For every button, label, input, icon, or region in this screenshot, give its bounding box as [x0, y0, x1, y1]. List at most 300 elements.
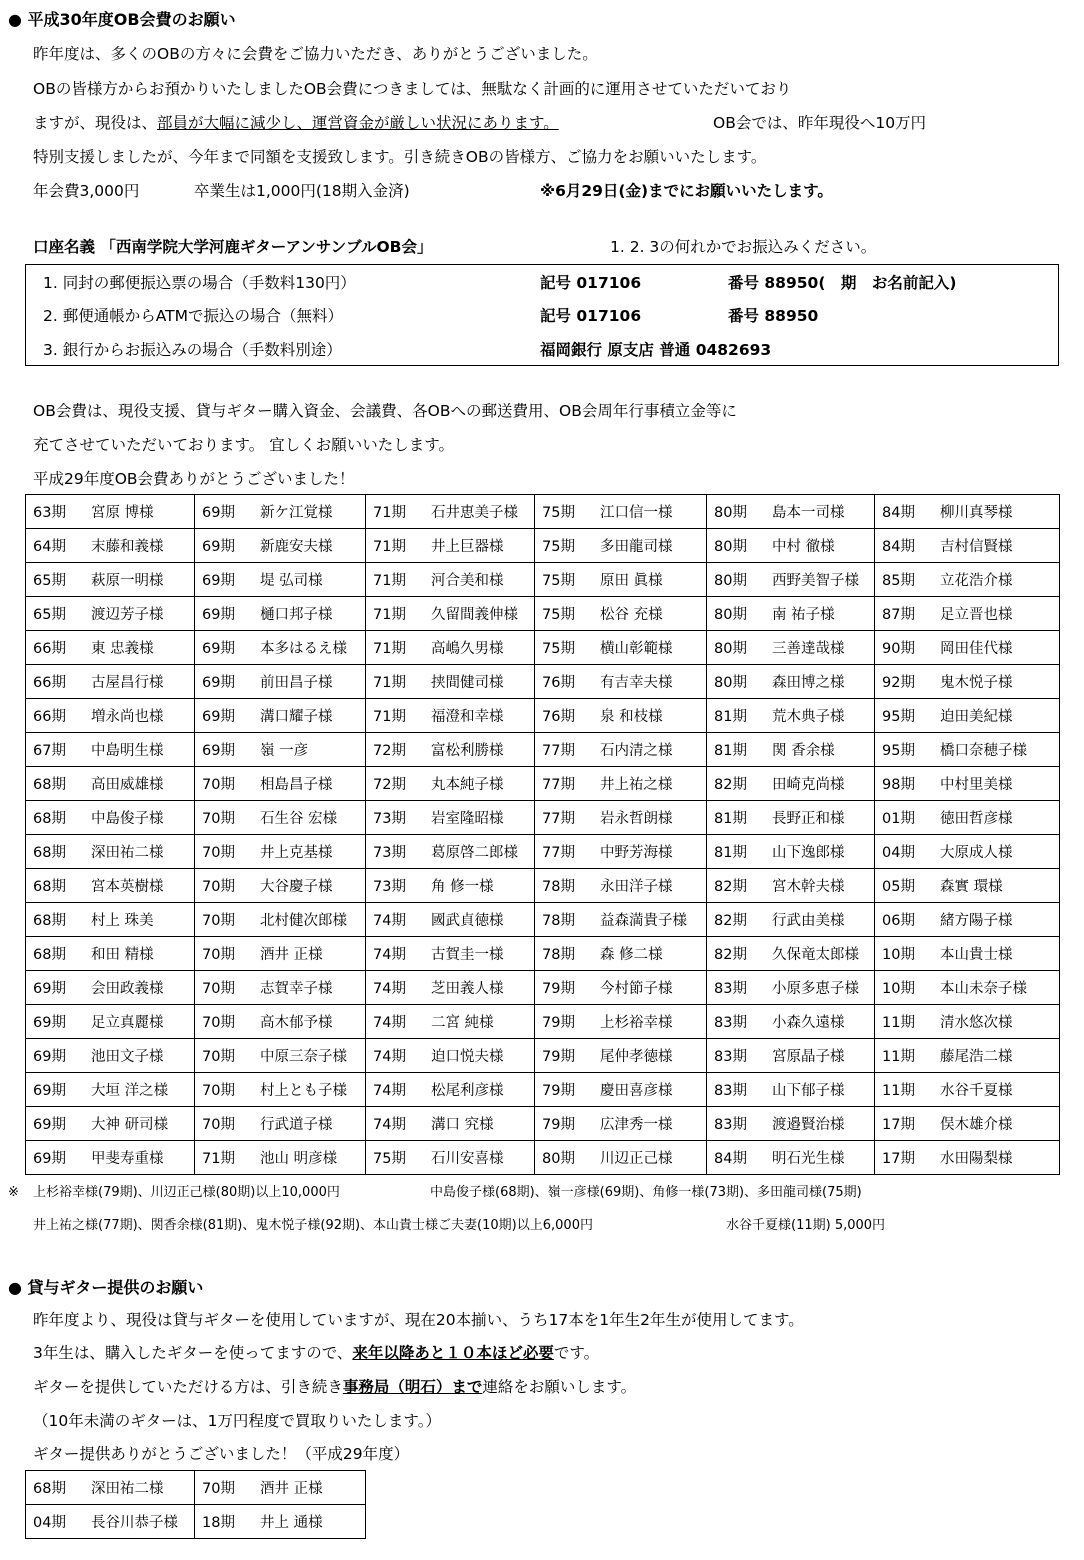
- table-cell: [26, 835, 195, 869]
- term-label: 01期: [882, 811, 915, 827]
- account-row-code: 記号 017106: [540, 307, 642, 325]
- member-name: 石川安喜様: [431, 1151, 504, 1167]
- member-name: 中村里美様: [940, 777, 1013, 793]
- member-name: 中島俊子様: [91, 811, 164, 827]
- member-name: 古賀圭一様: [431, 947, 504, 963]
- member-name: 久留間義伸様: [431, 607, 518, 623]
- member-name: 甲斐寿重様: [91, 1151, 164, 1167]
- term-label: 81期: [714, 709, 747, 725]
- term-label: 80期: [714, 607, 747, 623]
- member-name: 古屋昌行様: [91, 675, 164, 691]
- table-cell: [195, 1471, 366, 1505]
- table-cell: [366, 1107, 535, 1141]
- table-row: [26, 495, 1060, 529]
- member-name: 本山未奈子様: [940, 981, 1027, 997]
- term-label: 78期: [542, 913, 575, 929]
- table-cell: [366, 903, 535, 937]
- term-label: 71期: [373, 505, 406, 521]
- member-name: 足立真麗様: [91, 1015, 164, 1031]
- term-label: 11期: [882, 1015, 915, 1031]
- section-heading-guitar: ● 貸与ギター提供のお願い: [8, 1278, 204, 1297]
- member-name: 村上 珠美: [91, 913, 154, 929]
- table-cell: [26, 1073, 195, 1107]
- paragraph-line: [33, 1343, 599, 1363]
- account-row-number: 番号 88950: [728, 307, 819, 325]
- member-name: 川辺正己様: [600, 1151, 673, 1167]
- member-name: 岩室隆昭様: [431, 811, 504, 827]
- term-label: 69期: [33, 1083, 66, 1099]
- member-name: 新鹿安夫様: [260, 539, 333, 555]
- table-row: [26, 1107, 1060, 1141]
- term-label: 64期: [33, 539, 66, 555]
- term-label: 69期: [202, 641, 235, 657]
- member-name: 島本一司様: [772, 505, 845, 521]
- table-cell: [366, 699, 535, 733]
- term-label: 82期: [714, 947, 747, 963]
- member-name: 徳田哲彦様: [940, 811, 1013, 827]
- donor-table: [25, 494, 1060, 1175]
- table-cell: [366, 529, 535, 563]
- term-label: 71期: [373, 573, 406, 589]
- paragraph-line: OB会では、昨年現役へ10万円: [713, 114, 927, 132]
- term-label: 69期: [202, 505, 235, 521]
- term-label: 68期: [33, 1481, 66, 1497]
- table-cell: [707, 631, 875, 665]
- table-cell: [535, 1005, 707, 1039]
- term-label: 77期: [542, 811, 575, 827]
- term-label: 68期: [33, 913, 66, 929]
- table-cell: [707, 869, 875, 903]
- table-cell: [535, 869, 707, 903]
- term-label: 70期: [202, 811, 235, 827]
- table-cell: [875, 1039, 1060, 1073]
- member-name: 南 祐子様: [772, 607, 835, 623]
- member-name: 堤 弘司様: [260, 573, 323, 589]
- term-label: 80期: [714, 675, 747, 691]
- note-line: 上杉裕幸様(79期)、川辺正己様(80期)以上10,000円: [33, 1185, 340, 1200]
- usage-line: OB会費は、現役支援、貸与ギター購入資金、会議費、各OBへの郵送費用、OB会周年行事積立金等に: [33, 402, 737, 420]
- table-cell: [875, 495, 1060, 529]
- member-name: 高田威雄様: [91, 777, 164, 793]
- table-row: [26, 869, 1060, 903]
- member-name: 渡辺芳子様: [91, 607, 164, 623]
- table-cell: [366, 631, 535, 665]
- table-cell: [707, 1073, 875, 1107]
- member-name: 宮木幹夫様: [772, 879, 845, 895]
- account-row-code: 記号 017106: [540, 274, 642, 292]
- member-name: 関 香余様: [772, 743, 835, 759]
- table-cell: [875, 835, 1060, 869]
- table-row: [26, 767, 1060, 801]
- term-label: 79期: [542, 1015, 575, 1031]
- paragraph-line: 特別支援しましたが、今年まで同額を支援致します。引き続きOBの皆様方、ご協力をお願いいたします。: [33, 148, 767, 166]
- table-cell: [195, 971, 366, 1005]
- member-name: 山下逸郎様: [772, 845, 845, 861]
- member-name: 大原成人様: [940, 845, 1013, 861]
- term-label: 70期: [202, 947, 235, 963]
- table-cell: [26, 801, 195, 835]
- table-row: [26, 1005, 1060, 1039]
- paragraph-text: 3年生は、購入したギターを使ってますので、: [33, 1344, 353, 1362]
- term-label: 95期: [882, 743, 915, 759]
- table-cell: [707, 665, 875, 699]
- table-cell: [707, 937, 875, 971]
- table-cell: [707, 1005, 875, 1039]
- table-row: [26, 801, 1060, 835]
- member-name: 松尾利彦様: [431, 1083, 504, 1099]
- table-row: [26, 971, 1060, 1005]
- term-label: 70期: [202, 913, 235, 929]
- term-label: 79期: [542, 1083, 575, 1099]
- paragraph-line: （10年未満のギターは、1万円程度で買取りいたします。）: [33, 1412, 441, 1430]
- member-name: 東 忠義様: [91, 641, 154, 657]
- term-label: 10期: [882, 981, 915, 997]
- member-name: 中村 徹様: [772, 539, 835, 555]
- term-label: 11期: [882, 1083, 915, 1099]
- table-cell: [195, 733, 366, 767]
- term-label: 72期: [373, 777, 406, 793]
- table-cell: [707, 529, 875, 563]
- member-name: 深田祐二様: [91, 1481, 164, 1497]
- table-cell: [26, 733, 195, 767]
- table-cell: [26, 495, 195, 529]
- member-name: 長谷川恭子様: [91, 1515, 178, 1531]
- member-name: 森實 環様: [940, 879, 1003, 895]
- member-name: 宮原晶子様: [772, 1049, 845, 1065]
- table-cell: [26, 597, 195, 631]
- note-line: 水谷千夏様(11期) 5,000円: [726, 1218, 886, 1233]
- member-name: 緒方陽子様: [940, 913, 1013, 929]
- member-name: 江口信一様: [600, 505, 673, 521]
- member-name: 嶺 一彦: [260, 743, 309, 759]
- emphasis-text: 事務局（明石）まで: [342, 1378, 483, 1396]
- table-cell: [707, 767, 875, 801]
- member-name: 池田文子様: [91, 1049, 164, 1065]
- table-cell: [366, 1005, 535, 1039]
- member-name: 久保竜太郎様: [772, 947, 859, 963]
- table-cell: [875, 699, 1060, 733]
- table-cell: [26, 937, 195, 971]
- term-label: 71期: [373, 709, 406, 725]
- table-row: [26, 699, 1060, 733]
- table-row: [26, 631, 1060, 665]
- table-cell: [26, 1107, 195, 1141]
- term-label: 84期: [882, 539, 915, 555]
- term-label: 84期: [714, 1151, 747, 1167]
- member-name: 泉 和枝様: [600, 709, 663, 725]
- term-label: 74期: [373, 1015, 406, 1031]
- table-cell: [875, 597, 1060, 631]
- guitar-donor-table: [25, 1470, 879, 1539]
- member-name: 西野美智子様: [772, 573, 859, 589]
- member-name: 迫田美紀様: [940, 709, 1013, 725]
- term-label: 70期: [202, 1481, 235, 1497]
- member-name: 本山貴士様: [940, 947, 1013, 963]
- member-name: 上杉裕幸様: [600, 1015, 673, 1031]
- table-cell: [875, 563, 1060, 597]
- paragraph-text: ギターを提供していただける方は、引き続き: [33, 1378, 343, 1396]
- member-name: 明石光生様: [772, 1151, 845, 1167]
- member-name: 丸本純子様: [431, 777, 504, 793]
- term-label: 70期: [202, 777, 235, 793]
- table-cell: [875, 733, 1060, 767]
- term-label: 76期: [542, 675, 575, 691]
- term-label: 74期: [373, 947, 406, 963]
- member-name: 有吉幸夫様: [600, 675, 673, 691]
- term-label: 66期: [33, 709, 66, 725]
- table-cell: [535, 1073, 707, 1107]
- member-name: 前田昌子様: [260, 675, 333, 691]
- member-name: 原田 眞様: [600, 573, 663, 589]
- account-name: 口座名義 「西南学院大学河鹿ギターアンサンブルOB会」: [33, 238, 433, 256]
- member-name: 石内清之様: [600, 743, 673, 759]
- table-cell: [366, 1141, 535, 1175]
- term-label: 82期: [714, 777, 747, 793]
- term-label: 69期: [202, 539, 235, 555]
- term-label: 70期: [202, 1117, 235, 1133]
- member-name: 石生谷 宏様: [260, 811, 338, 827]
- paragraph-line: 昨年度は、多くのOBの方々に会費をご協力いただき、ありがとうございました。: [33, 45, 598, 63]
- term-label: 70期: [202, 1015, 235, 1031]
- term-label: 66期: [33, 675, 66, 691]
- term-label: 73期: [373, 811, 406, 827]
- table-cell: [195, 869, 366, 903]
- account-instruction: 1. 2. 3の何れかでお振込みください。: [610, 238, 877, 256]
- table-cell: [195, 1141, 366, 1175]
- table-cell: [535, 1107, 707, 1141]
- term-label: 70期: [202, 879, 235, 895]
- member-name: 高木郁予様: [260, 1015, 333, 1031]
- term-label: 18期: [202, 1515, 235, 1531]
- table-cell: [26, 903, 195, 937]
- table-cell: [195, 699, 366, 733]
- member-name: 芝田義人様: [431, 981, 504, 997]
- table-cell: [195, 1005, 366, 1039]
- term-label: 79期: [542, 1117, 575, 1133]
- member-name: 溝口 究様: [431, 1117, 494, 1133]
- member-name: 中島明生様: [91, 743, 164, 759]
- member-name: 井上 通様: [260, 1515, 323, 1531]
- table-cell: [875, 1073, 1060, 1107]
- member-name: 新ケ江覚様: [260, 505, 333, 521]
- paragraph-text: ますが、現役は、: [33, 114, 158, 132]
- account-row-label: 2. 郵便通帳からATMで振込の場合（無料）: [43, 307, 343, 325]
- term-label: 10期: [882, 947, 915, 963]
- table-cell: [26, 1005, 195, 1039]
- table-cell: [26, 1039, 195, 1073]
- member-name: 末藤和義様: [91, 539, 164, 555]
- term-label: 69期: [202, 675, 235, 691]
- table-cell: [366, 971, 535, 1005]
- member-name: 藤尾浩二様: [940, 1049, 1013, 1065]
- term-label: 77期: [542, 845, 575, 861]
- term-label: 68期: [33, 947, 66, 963]
- member-name: 岩永哲朗様: [600, 811, 673, 827]
- member-name: 溝口耀子様: [260, 709, 333, 725]
- member-name: 永田洋子様: [600, 879, 673, 895]
- table-cell: [535, 1039, 707, 1073]
- member-name: 山下郁子様: [772, 1083, 845, 1099]
- term-label: 81期: [714, 811, 747, 827]
- table-cell: [707, 1107, 875, 1141]
- fee-annual: 年会費3,000円: [33, 182, 140, 200]
- table-cell: [366, 835, 535, 869]
- member-name: 森田博之様: [772, 675, 845, 691]
- term-label: 80期: [714, 641, 747, 657]
- table-cell: [875, 1107, 1060, 1141]
- term-label: 80期: [714, 573, 747, 589]
- term-label: 71期: [373, 641, 406, 657]
- table-cell: [875, 937, 1060, 971]
- table-cell: [366, 563, 535, 597]
- term-label: 68期: [33, 811, 66, 827]
- member-name: 行武道子様: [260, 1117, 333, 1133]
- table-cell: [195, 835, 366, 869]
- table-cell: [26, 563, 195, 597]
- paragraph-line: [33, 113, 559, 133]
- member-name: 井上克基様: [260, 845, 333, 861]
- table-cell: [195, 597, 366, 631]
- term-label: 84期: [882, 505, 915, 521]
- table-cell: [535, 1141, 707, 1175]
- table-cell: [195, 937, 366, 971]
- table-cell: [366, 767, 535, 801]
- term-label: 98期: [882, 777, 915, 793]
- term-label: 69期: [202, 607, 235, 623]
- table-row: [26, 665, 1060, 699]
- term-label: 65期: [33, 607, 66, 623]
- paragraph-line: 昨年度より、現役は貸与ギターを使用していますが、現在20本揃い、うち17本を1年生2年生が使用してます。: [33, 1311, 804, 1329]
- table-cell: [707, 1039, 875, 1073]
- member-name: 長野正和様: [772, 811, 845, 827]
- term-label: 85期: [882, 573, 915, 589]
- table-cell: [875, 971, 1060, 1005]
- member-name: 松谷 充様: [600, 607, 663, 623]
- table-row: [26, 529, 1060, 563]
- term-label: 80期: [714, 539, 747, 555]
- member-name: 大神 研司様: [91, 1117, 169, 1133]
- table-row: [26, 1471, 879, 1505]
- member-name: 中原三奈子様: [260, 1049, 347, 1065]
- table-cell: [26, 971, 195, 1005]
- member-name: 今村節子様: [600, 981, 673, 997]
- table-cell: [26, 631, 195, 665]
- member-name: 俣木雄介様: [940, 1117, 1013, 1133]
- member-name: 相島昌子様: [260, 777, 333, 793]
- table-cell: [366, 869, 535, 903]
- table-cell: [707, 835, 875, 869]
- table-cell: [366, 1039, 535, 1073]
- table-row: [26, 733, 1060, 767]
- term-label: 71期: [373, 607, 406, 623]
- term-label: 69期: [202, 709, 235, 725]
- term-label: 75期: [542, 539, 575, 555]
- member-name: 清水悠次様: [940, 1015, 1013, 1031]
- term-label: 81期: [714, 743, 747, 759]
- term-label: 73期: [373, 879, 406, 895]
- term-label: 79期: [542, 1049, 575, 1065]
- paragraph-line: [33, 1377, 636, 1397]
- table-cell: [26, 767, 195, 801]
- table-cell: [535, 495, 707, 529]
- term-label: 11期: [882, 1049, 915, 1065]
- member-name: 角 修一様: [431, 879, 494, 895]
- table-cell: [535, 563, 707, 597]
- member-name: 本多はるえ様: [260, 641, 347, 657]
- member-name: 大谷慶子様: [260, 879, 333, 895]
- fee-deadline: ※6月29日(金)までにお願いいたします。: [540, 182, 833, 200]
- member-name: 多田龍司様: [600, 539, 673, 555]
- term-label: 69期: [33, 1049, 66, 1065]
- term-label: 05期: [882, 879, 915, 895]
- note-line: 井上祐之様(77期)、関香余様(81期)、鬼木悦子様(92期)、本山貴士様ご夫妻(10期)以上6,000円: [33, 1218, 593, 1233]
- table-cell: [26, 699, 195, 733]
- term-label: 75期: [373, 1151, 406, 1167]
- table-cell: [535, 937, 707, 971]
- table-cell: [195, 1039, 366, 1073]
- member-name: 横山彰範様: [600, 641, 673, 657]
- table-cell: [707, 1141, 875, 1175]
- member-name: 荒木典子様: [772, 709, 845, 725]
- emphasis-text: 来年以降あと１０本ほど必要: [352, 1344, 554, 1362]
- table-cell: [875, 665, 1060, 699]
- table-cell: [195, 529, 366, 563]
- member-name: 北村健次郎様: [260, 913, 347, 929]
- term-label: 73期: [373, 845, 406, 861]
- table-cell: [195, 801, 366, 835]
- table-cell: [707, 495, 875, 529]
- member-name: 深田祐二様: [91, 845, 164, 861]
- term-label: 81期: [714, 845, 747, 861]
- term-label: 06期: [882, 913, 915, 929]
- term-label: 75期: [542, 607, 575, 623]
- table-row: [26, 903, 1060, 937]
- paragraph-text: です。: [553, 1344, 600, 1362]
- member-name: 水田陽梨様: [940, 1151, 1013, 1167]
- term-label: 79期: [542, 981, 575, 997]
- term-label: 70期: [202, 1049, 235, 1065]
- table-cell: [366, 733, 535, 767]
- table-cell: [535, 971, 707, 1005]
- member-name: 二宮 純様: [431, 1015, 494, 1031]
- table-cell: [26, 1471, 195, 1505]
- member-name: 和田 精様: [91, 947, 154, 963]
- term-label: 69期: [202, 573, 235, 589]
- term-label: 82期: [714, 879, 747, 895]
- table-cell: [535, 699, 707, 733]
- member-name: 國武貞徳様: [431, 913, 504, 929]
- underlined-text: 部員が大幅に減少し、運営資金が厳しい状況にあります。: [157, 114, 559, 132]
- member-name: 広津秀一様: [600, 1117, 673, 1133]
- member-name: 水谷千夏様: [940, 1083, 1013, 1099]
- table-cell: [707, 903, 875, 937]
- member-name: 森 修二様: [600, 947, 663, 963]
- term-label: 83期: [714, 1083, 747, 1099]
- term-label: 77期: [542, 777, 575, 793]
- table-cell: [535, 597, 707, 631]
- table-row: [26, 563, 1060, 597]
- table-row: [26, 937, 1060, 971]
- table-cell: [875, 869, 1060, 903]
- member-name: 石井恵美子様: [431, 505, 518, 521]
- table-row: [26, 835, 1060, 869]
- member-name: 小森久遠様: [772, 1015, 845, 1031]
- term-label: 63期: [33, 505, 66, 521]
- term-label: 68期: [33, 879, 66, 895]
- term-label: 83期: [714, 1117, 747, 1133]
- account-row-number: 番号 88950( 期 お名前記入): [728, 274, 957, 292]
- table-cell: [875, 767, 1060, 801]
